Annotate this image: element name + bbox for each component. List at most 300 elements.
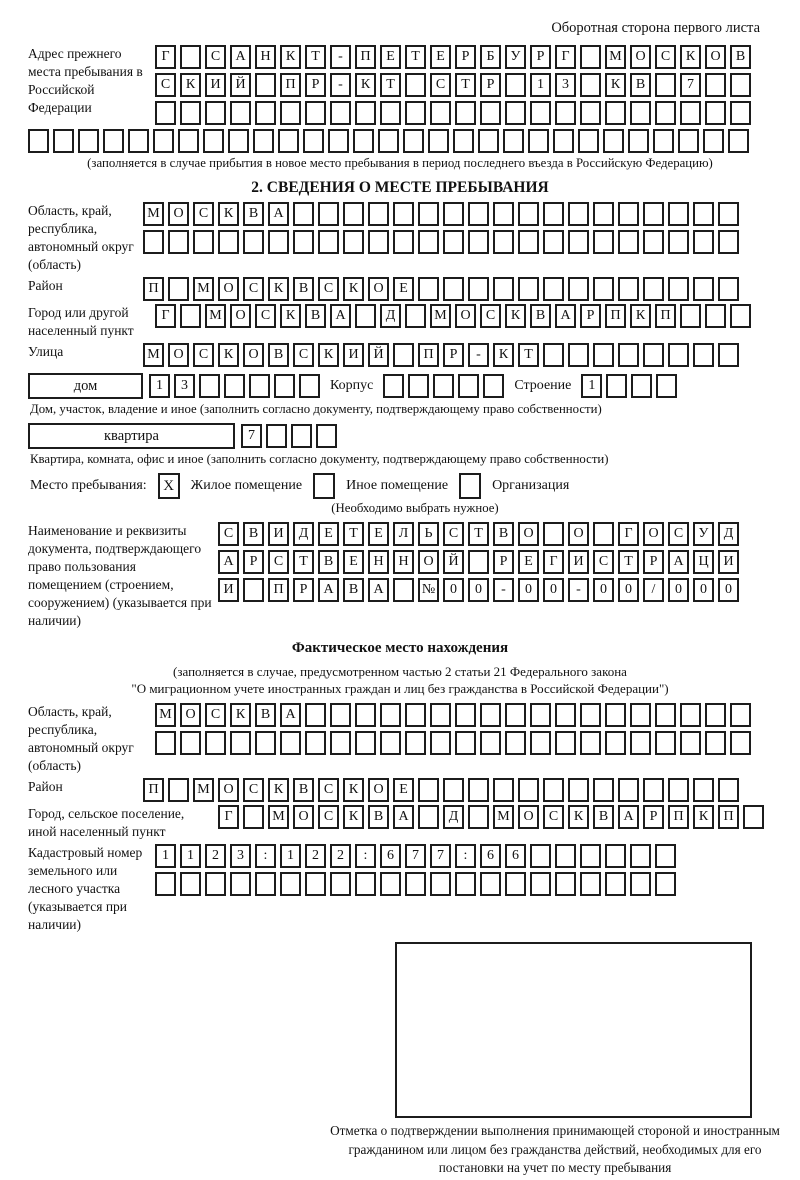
char-cell[interactable] [593,343,614,367]
char-cell[interactable]: Н [368,550,389,574]
char-cell[interactable] [518,778,539,802]
char-cell[interactable]: О [243,343,264,367]
char-cell[interactable]: Ц [693,550,714,574]
char-cell[interactable]: У [693,522,714,546]
char-cell[interactable] [530,872,551,896]
char-cell[interactable]: : [455,844,476,868]
char-cell[interactable]: Г [618,522,639,546]
char-cell[interactable]: О [418,550,439,574]
char-cell[interactable] [605,731,626,755]
char-cell[interactable]: С [268,550,289,574]
char-cell[interactable]: Г [155,45,176,69]
char-cell[interactable] [543,202,564,226]
char-cell[interactable] [393,202,414,226]
char-cell[interactable] [580,703,601,727]
char-cell[interactable]: О [218,778,239,802]
char-cell[interactable]: О [180,703,201,727]
char-cell[interactable] [218,230,239,254]
char-cell[interactable] [155,731,176,755]
char-cell[interactable] [455,872,476,896]
char-cell[interactable]: - [493,578,514,602]
char-cell[interactable] [605,703,626,727]
char-cell[interactable]: П [418,343,439,367]
char-cell[interactable] [305,703,326,727]
char-cell[interactable]: М [268,805,289,829]
char-cell[interactable]: А [393,805,414,829]
char-cell[interactable] [555,101,576,125]
char-cell[interactable] [180,304,201,328]
char-cell[interactable] [643,202,664,226]
char-cell[interactable] [408,374,429,398]
char-cell[interactable] [305,872,326,896]
char-cell[interactable]: Н [255,45,276,69]
char-cell[interactable] [568,343,589,367]
char-cell[interactable]: 1 [180,844,201,868]
char-cell[interactable]: В [368,805,389,829]
char-cell[interactable]: О [568,522,589,546]
char-cell[interactable] [718,230,739,254]
char-cell[interactable] [468,230,489,254]
char-cell[interactable] [205,872,226,896]
char-cell[interactable] [518,202,539,226]
char-cell[interactable]: О [705,45,726,69]
char-cell[interactable]: С [593,550,614,574]
char-cell[interactable] [618,277,639,301]
char-cell[interactable] [418,202,439,226]
char-cell[interactable] [705,101,726,125]
char-cell[interactable] [580,45,601,69]
char-cell[interactable] [480,872,501,896]
char-cell[interactable] [458,374,479,398]
char-cell[interactable]: Й [368,343,389,367]
char-cell[interactable] [555,703,576,727]
char-cell[interactable]: М [143,202,164,226]
char-cell[interactable]: Р [305,73,326,97]
char-cell[interactable] [230,731,251,755]
char-cell[interactable]: С [443,522,464,546]
char-cell[interactable] [330,872,351,896]
char-cell[interactable] [555,731,576,755]
char-cell[interactable] [593,277,614,301]
char-cell[interactable]: И [268,522,289,546]
char-cell[interactable]: К [268,778,289,802]
char-cell[interactable]: Ь [418,522,439,546]
char-cell[interactable]: Е [393,778,414,802]
char-cell[interactable]: 6 [380,844,401,868]
char-cell[interactable]: Р [643,550,664,574]
char-cell[interactable] [380,731,401,755]
char-cell[interactable] [405,872,426,896]
char-cell[interactable]: М [205,304,226,328]
char-cell[interactable]: Р [480,73,501,97]
char-cell[interactable] [631,374,652,398]
char-cell[interactable] [128,129,149,153]
char-cell[interactable]: И [218,578,239,602]
char-cell[interactable] [618,343,639,367]
char-cell[interactable] [543,230,564,254]
char-cell[interactable] [505,872,526,896]
char-cell[interactable]: Д [718,522,739,546]
char-cell[interactable]: Б [480,45,501,69]
char-cell[interactable] [518,277,539,301]
char-cell[interactable] [530,731,551,755]
char-cell[interactable] [378,129,399,153]
char-cell[interactable]: К [218,343,239,367]
char-cell[interactable]: Т [468,522,489,546]
char-cell[interactable] [278,129,299,153]
char-cell[interactable]: А [330,304,351,328]
char-cell[interactable] [343,202,364,226]
char-cell[interactable]: 7 [430,844,451,868]
char-cell[interactable] [543,343,564,367]
char-cell[interactable] [680,304,701,328]
char-cell[interactable] [705,304,726,328]
char-cell[interactable]: О [368,778,389,802]
char-cell[interactable]: Т [305,45,326,69]
char-cell[interactable]: С [243,778,264,802]
char-cell[interactable] [368,202,389,226]
char-cell[interactable] [580,73,601,97]
char-cell[interactable]: 7 [241,424,262,448]
char-cell[interactable] [299,374,320,398]
char-cell[interactable] [606,374,627,398]
char-cell[interactable]: В [293,277,314,301]
char-cell[interactable] [205,731,226,755]
char-cell[interactable]: Е [393,277,414,301]
char-cell[interactable] [593,778,614,802]
char-cell[interactable] [730,731,751,755]
char-cell[interactable] [668,778,689,802]
char-cell[interactable] [178,129,199,153]
char-cell[interactable]: П [668,805,689,829]
char-cell[interactable]: Р [243,550,264,574]
char-cell[interactable]: К [268,277,289,301]
char-cell[interactable] [693,778,714,802]
char-cell[interactable]: Й [230,73,251,97]
char-cell[interactable] [630,101,651,125]
char-cell[interactable]: Р [455,45,476,69]
char-cell[interactable]: П [143,778,164,802]
char-cell[interactable]: О [518,522,539,546]
char-cell[interactable] [330,101,351,125]
char-cell[interactable] [593,230,614,254]
char-cell[interactable]: 0 [693,578,714,602]
char-cell[interactable]: К [230,703,251,727]
char-cell[interactable]: - [330,73,351,97]
char-cell[interactable] [255,101,276,125]
char-cell[interactable] [203,129,224,153]
char-cell[interactable] [693,230,714,254]
char-cell[interactable] [155,101,176,125]
char-cell[interactable]: Т [293,550,314,574]
char-cell[interactable] [180,45,201,69]
char-cell[interactable]: 7 [405,844,426,868]
char-cell[interactable] [718,778,739,802]
char-cell[interactable]: Г [543,550,564,574]
char-cell[interactable]: Т [405,45,426,69]
char-cell[interactable]: С [655,45,676,69]
char-cell[interactable]: Т [343,522,364,546]
char-cell[interactable]: О [368,277,389,301]
char-cell[interactable] [433,374,454,398]
char-cell[interactable] [253,129,274,153]
char-cell[interactable] [718,277,739,301]
char-cell[interactable]: 2 [330,844,351,868]
char-cell[interactable]: У [505,45,526,69]
char-cell[interactable] [418,778,439,802]
char-cell[interactable] [503,129,524,153]
char-cell[interactable] [518,230,539,254]
char-cell[interactable] [493,277,514,301]
char-cell[interactable] [528,129,549,153]
char-cell[interactable] [330,731,351,755]
char-cell[interactable] [543,277,564,301]
char-cell[interactable]: Е [430,45,451,69]
char-cell[interactable] [405,73,426,97]
char-cell[interactable] [605,844,626,868]
char-cell[interactable] [243,578,264,602]
char-cell[interactable] [468,778,489,802]
char-cell[interactable]: С [155,73,176,97]
char-cell[interactable] [655,844,676,868]
char-cell[interactable] [643,277,664,301]
char-cell[interactable]: Н [393,550,414,574]
char-cell[interactable] [243,805,264,829]
char-cell[interactable] [28,129,49,153]
char-cell[interactable] [530,844,551,868]
char-cell[interactable] [656,374,677,398]
char-cell[interactable] [618,778,639,802]
char-cell[interactable]: П [143,277,164,301]
char-cell[interactable] [543,778,564,802]
char-cell[interactable] [368,230,389,254]
char-cell[interactable] [228,129,249,153]
char-cell[interactable]: - [330,45,351,69]
char-cell[interactable] [478,129,499,153]
char-cell[interactable] [655,101,676,125]
char-cell[interactable] [643,778,664,802]
char-cell[interactable]: 7 [680,73,701,97]
char-cell[interactable]: С [205,703,226,727]
char-cell[interactable]: Г [555,45,576,69]
char-cell[interactable] [468,202,489,226]
char-cell[interactable] [380,872,401,896]
char-cell[interactable] [274,374,295,398]
char-cell[interactable] [703,129,724,153]
char-cell[interactable]: К [343,778,364,802]
char-cell[interactable] [355,101,376,125]
char-cell[interactable] [168,778,189,802]
char-cell[interactable]: 2 [205,844,226,868]
char-cell[interactable]: М [193,277,214,301]
char-cell[interactable] [555,872,576,896]
char-cell[interactable] [153,129,174,153]
char-cell[interactable]: А [268,202,289,226]
char-cell[interactable] [418,805,439,829]
char-cell[interactable]: / [643,578,664,602]
char-cell[interactable] [605,872,626,896]
char-cell[interactable] [430,731,451,755]
char-cell[interactable]: 3 [555,73,576,97]
char-cell[interactable] [730,703,751,727]
char-cell[interactable] [668,202,689,226]
char-cell[interactable] [405,731,426,755]
char-cell[interactable] [718,202,739,226]
char-cell[interactable] [543,522,564,546]
char-cell[interactable] [180,101,201,125]
char-cell[interactable] [655,731,676,755]
char-cell[interactable] [405,101,426,125]
char-cell[interactable] [249,374,270,398]
char-cell[interactable]: О [630,45,651,69]
char-cell[interactable]: В [630,73,651,97]
char-cell[interactable] [593,522,614,546]
char-cell[interactable] [78,129,99,153]
char-cell[interactable] [480,703,501,727]
char-cell[interactable] [418,277,439,301]
char-cell[interactable]: К [280,45,301,69]
char-cell[interactable] [168,277,189,301]
char-cell[interactable]: С [318,277,339,301]
char-cell[interactable] [693,343,714,367]
char-cell[interactable]: 0 [668,578,689,602]
char-cell[interactable] [443,778,464,802]
char-cell[interactable]: Е [368,522,389,546]
char-cell[interactable]: К [218,202,239,226]
char-cell[interactable]: Е [380,45,401,69]
char-cell[interactable]: О [293,805,314,829]
char-cell[interactable]: Г [155,304,176,328]
char-cell[interactable] [180,731,201,755]
char-cell[interactable] [318,202,339,226]
char-cell[interactable] [291,424,312,448]
char-cell[interactable]: Д [380,304,401,328]
char-cell[interactable]: 0 [468,578,489,602]
char-cell[interactable]: И [718,550,739,574]
char-cell[interactable] [578,129,599,153]
char-cell[interactable]: 0 [518,578,539,602]
char-cell[interactable]: А [318,578,339,602]
char-cell[interactable]: К [318,343,339,367]
char-cell[interactable]: О [455,304,476,328]
char-cell[interactable]: 6 [480,844,501,868]
char-cell[interactable] [618,230,639,254]
char-cell[interactable] [353,129,374,153]
char-cell[interactable]: 6 [505,844,526,868]
char-cell[interactable] [480,101,501,125]
char-cell[interactable] [199,374,220,398]
char-cell[interactable] [468,550,489,574]
char-cell[interactable] [380,101,401,125]
char-cell[interactable] [730,101,751,125]
char-cell[interactable] [493,230,514,254]
char-cell[interactable]: - [468,343,489,367]
char-cell[interactable] [305,101,326,125]
char-cell[interactable]: 0 [718,578,739,602]
char-cell[interactable] [355,703,376,727]
char-cell[interactable] [705,731,726,755]
char-cell[interactable]: М [155,703,176,727]
char-cell[interactable]: И [205,73,226,97]
char-cell[interactable] [568,778,589,802]
char-cell[interactable]: А [668,550,689,574]
char-cell[interactable] [530,703,551,727]
char-cell[interactable]: Д [293,522,314,546]
char-cell[interactable] [224,374,245,398]
char-cell[interactable] [53,129,74,153]
char-cell[interactable] [705,703,726,727]
char-cell[interactable]: Р [580,304,601,328]
char-cell[interactable]: - [568,578,589,602]
char-cell[interactable]: Т [518,343,539,367]
char-cell[interactable] [605,101,626,125]
char-cell[interactable]: В [268,343,289,367]
char-cell[interactable] [355,304,376,328]
char-cell[interactable]: С [193,343,214,367]
char-cell[interactable] [480,731,501,755]
char-cell[interactable] [343,230,364,254]
char-cell[interactable] [680,703,701,727]
char-cell[interactable]: В [343,578,364,602]
char-cell[interactable] [493,202,514,226]
char-cell[interactable] [705,73,726,97]
char-cell[interactable]: Е [318,522,339,546]
char-cell[interactable] [355,872,376,896]
char-cell[interactable]: В [255,703,276,727]
char-cell[interactable] [743,805,764,829]
char-cell[interactable]: Л [393,522,414,546]
char-cell[interactable]: К [355,73,376,97]
char-cell[interactable]: 3 [230,844,251,868]
char-cell[interactable]: Д [443,805,464,829]
char-cell[interactable]: К [343,805,364,829]
char-cell[interactable]: Е [343,550,364,574]
char-cell[interactable]: О [518,805,539,829]
char-cell[interactable] [305,731,326,755]
char-cell[interactable] [668,343,689,367]
char-cell[interactable]: О [230,304,251,328]
char-cell[interactable] [655,872,676,896]
char-cell[interactable] [730,304,751,328]
char-cell[interactable] [280,872,301,896]
char-cell[interactable] [693,277,714,301]
char-cell[interactable]: П [605,304,626,328]
char-cell[interactable]: О [168,343,189,367]
char-cell[interactable] [630,844,651,868]
char-cell[interactable] [580,731,601,755]
char-cell[interactable] [630,703,651,727]
char-cell[interactable] [280,101,301,125]
char-cell[interactable] [443,230,464,254]
char-cell[interactable]: Р [443,343,464,367]
char-cell[interactable] [493,778,514,802]
char-cell[interactable] [418,230,439,254]
char-cell[interactable]: С [318,778,339,802]
char-cell[interactable]: В [530,304,551,328]
char-cell[interactable]: П [718,805,739,829]
char-cell[interactable]: С [255,304,276,328]
char-cell[interactable]: Т [380,73,401,97]
char-cell[interactable]: О [643,522,664,546]
char-cell[interactable] [505,731,526,755]
char-cell[interactable] [668,230,689,254]
char-cell[interactable]: А [280,703,301,727]
char-cell[interactable] [443,277,464,301]
char-cell[interactable]: В [243,202,264,226]
char-cell[interactable] [630,872,651,896]
char-cell[interactable]: П [268,578,289,602]
char-cell[interactable]: П [280,73,301,97]
